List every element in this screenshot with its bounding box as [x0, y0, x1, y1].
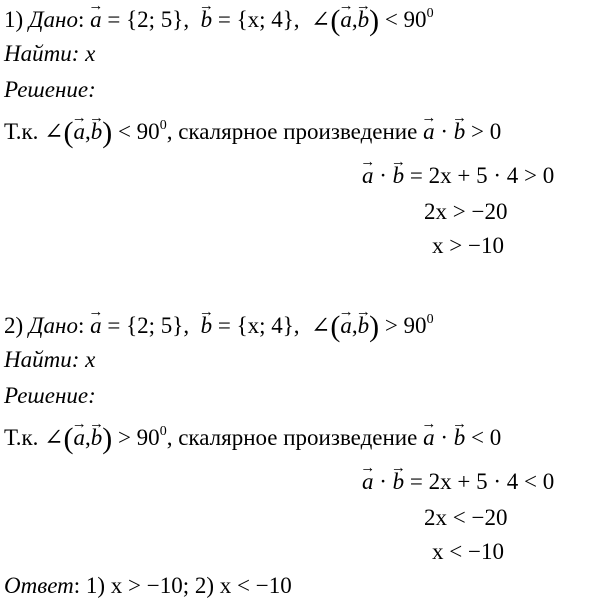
- p1-solution-label: Решение: [4, 77, 89, 102]
- p2-find-line: Найти: x: [4, 347, 96, 372]
- p1-since-rel: < 90: [117, 119, 160, 144]
- p1-since-prefix: Т.к.: [4, 119, 39, 144]
- p2-since-exp: 0: [159, 424, 167, 439]
- p2-vec-a: → a: [90, 310, 102, 340]
- p1-find-var: x: [85, 41, 96, 66]
- p1-eq3: x > −10: [432, 233, 504, 258]
- p2-vec-a-value: {2; 5}: [126, 313, 184, 338]
- p2-eq1: → a · → b = 2x + 5 · 4 < 0: [362, 466, 554, 496]
- p1-vec-a: → a: [90, 4, 102, 34]
- p2-eq2: 2x < −20: [424, 505, 508, 530]
- p2-since-rel: > 90: [117, 425, 160, 450]
- p2-since-line: Т.к. ∠(→ $a,\to b) > 90^0$, скалярное произведение → a · → b < 0: [4, 422, 501, 452]
- p1-given-label: Дано: [28, 7, 78, 32]
- p1-since-dot-rel: > 0: [470, 119, 502, 144]
- p2-solution-line: Решение:: [4, 383, 96, 408]
- p2-since-text: , скалярное произведение: [166, 425, 418, 450]
- p1-solution-line: Решение:: [4, 77, 96, 102]
- p1-vec-b-value: {x; 4}: [236, 7, 294, 32]
- p1-eq1: → a · → b = 2x + 5 · 4 > 0: [362, 160, 554, 190]
- p1-find-label: Найти: [4, 41, 72, 66]
- p2-find-var: x: [85, 347, 96, 372]
- p2-eq3: x < −10: [432, 539, 504, 564]
- p1-since-line: Т.к. ∠(→ $a,\to b) < 90^0$, скалярное произведение → a · → b > 0: [4, 116, 501, 146]
- p1-angle-sign: ∠(→ a,→ b): [311, 7, 379, 32]
- p2-angle-exp: 0: [426, 312, 434, 327]
- p2-eq1-rhs: = 2x + 5 · 4 < 0: [409, 469, 555, 494]
- p1-vec-b: → b: [201, 4, 213, 34]
- p2-since-angle: ∠(→ a,→ b): [44, 425, 112, 450]
- p1-since-exp: 0: [159, 118, 167, 133]
- answer-line: Ответ: 1) x > −10; 2) x < −10: [4, 573, 292, 598]
- p1-eq1-rhs: = 2x + 5 · 4 > 0: [409, 163, 555, 188]
- p2-given-line: 2) Дано: → a = {2; 5}, → b = {x; 4}, ∠(→ $a,\to b) > 90^0$: [4, 310, 434, 340]
- p1-since-text: , скалярное произведение: [166, 119, 418, 144]
- p2-since-dot-rel: < 0: [470, 425, 502, 450]
- p2-given-label: Дано: [28, 313, 78, 338]
- p1-eq2: 2x > −20: [424, 199, 508, 224]
- p2-solution-label: Решение: [4, 383, 89, 408]
- p2-angle-sign: ∠(→ a,→ b): [311, 313, 379, 338]
- p2-find-label: Найти: [4, 347, 72, 372]
- p2-angle-cond: > 90: [384, 313, 427, 338]
- p1-find-line: Найти: x: [4, 41, 96, 66]
- p2-vec-b: → b: [201, 310, 213, 340]
- p1-given-line: 1) Дано: → a = {2; 5}, → b = {x; 4}, ∠(→ $a,\to b) < 90^0$: [4, 4, 434, 34]
- p1-since-angle: ∠(→ a,→ b): [44, 119, 112, 144]
- p1-angle-cond: < 90: [384, 7, 427, 32]
- p1-vec-a-value: {2; 5}: [126, 7, 184, 32]
- p1-angle-exp: 0: [426, 6, 434, 21]
- answer-text: 1) x > −10; 2) x < −10: [85, 573, 292, 598]
- p2-vec-b-value: {x; 4}: [236, 313, 294, 338]
- p2-number: 2): [4, 313, 24, 338]
- p2-since-prefix: Т.к.: [4, 425, 39, 450]
- p1-number: 1): [4, 7, 24, 32]
- answer-label: Ответ: [4, 573, 74, 598]
